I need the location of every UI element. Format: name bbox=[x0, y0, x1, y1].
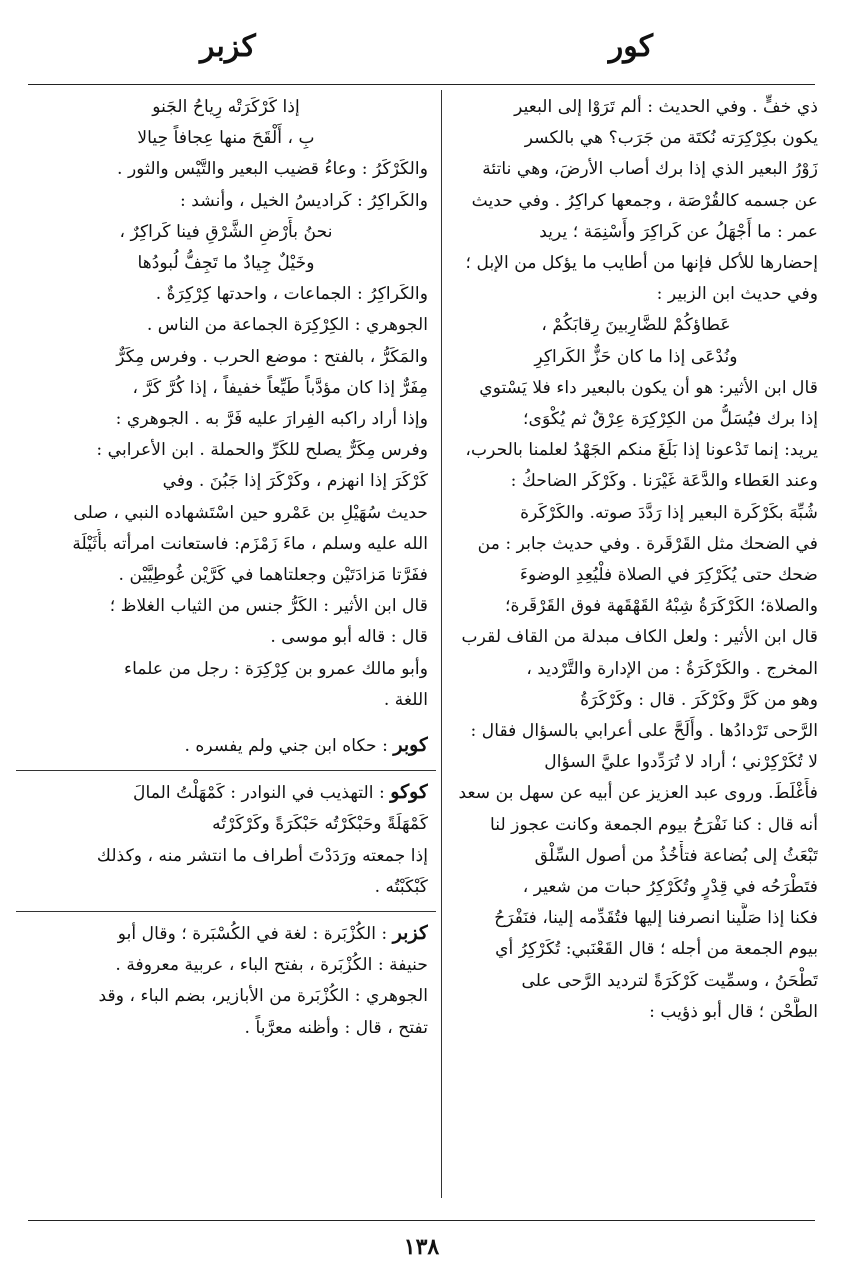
verse-line: عَطاؤكُمْ للضَّارِبينَ رِقابَكُمْ ، bbox=[541, 315, 731, 336]
text-line: والمَكَرُّ ، بالفتح : موضع الحرب . وفرس مِكَرٌّ bbox=[116, 346, 428, 367]
text-line: يكون بكِرْكِرَته نُكتَة من جَرَب؟ هي بالكسر bbox=[524, 128, 818, 149]
text-line: الجوهري : الكِرْكِرَة الجماعة من الناس . bbox=[146, 315, 428, 336]
text-line: وفرس مِكَرٌّ يصلح للكَرِّ والحملة . ابن الأعرابي : bbox=[96, 440, 428, 461]
text-line: كَرْكَرَ إذا انهزم ، وكَرْكَرَ إذا جَبُنَ . وفي bbox=[162, 471, 428, 492]
page-number: ١٣٨ bbox=[403, 1234, 440, 1260]
text-line: والصلاة؛ الكَرْكَرَةُ شِبْهُ القَهْقَهة فوق القَرْقَرة؛ bbox=[505, 596, 818, 617]
verse-line: بِ ، أَلْقَحَ منها عِجافاً حِيالا bbox=[137, 128, 315, 149]
text-line: الجوهري : الكُزْبَرة من الأبازير، بضم الباء ، وقد bbox=[98, 986, 428, 1007]
entry-kwkw bbox=[24, 777, 428, 809]
text-line: قال ابن الأثير : الكَرُّ جنس من الثياب الغلاظ ؛ bbox=[109, 596, 428, 617]
text-line: قال ابن الأثير : ولعل الكاف مبدلة من القاف لقرب bbox=[461, 627, 818, 648]
page-header bbox=[30, 18, 813, 78]
entry-kwbr bbox=[24, 730, 428, 762]
text-line: وهو من كَرَّ وكَرْكَرَ . قال : وكَرْكَرَةُ bbox=[580, 689, 818, 710]
verse-line: إذا كَرْكَرَتْه رِياحُ الجَنو bbox=[152, 97, 300, 117]
left-column bbox=[24, 92, 428, 1044]
text-line: إذا برك فيُسَلُّ من الكِرْكِرَة عِرْقٌ ثم يُكْوَى؛ bbox=[523, 409, 818, 430]
column-divider bbox=[441, 90, 442, 1198]
entry-headword: كوكو bbox=[390, 781, 428, 804]
entry-separator bbox=[16, 911, 436, 912]
text-line: في الضحك مثل القَرْقَرة . وفي حديث جابر : من bbox=[477, 533, 818, 554]
text-line: المخرج . والكَرْكَرَةُ : من الإدارة والتَّرْديد ، bbox=[526, 658, 818, 679]
entry-separator bbox=[16, 770, 436, 771]
text-line: حنيفة : الكُزْبَرة ، بفتح الباء ، عربية معروفة . bbox=[115, 955, 428, 976]
text-line: ذي خفٍّ . وفي الحديث : ألم تَرَوْا إلى البعير bbox=[514, 97, 818, 117]
text-line: كَمْهَلَةً وحَبْكَرْتُه حَبْكَرَةً وكَرْكَرْتُه bbox=[212, 814, 428, 835]
text-line: حديث سُهَيْلِ بن عَمْرو حين اسْتَشهاده النبي ، صلى bbox=[73, 502, 428, 523]
text-line: بيوم الجمعة من أجله ؛ قال القَعْنَبي: تُكَرْكِرُ أي bbox=[495, 939, 818, 960]
text-line: يريد: إنما تَدْعونا إذا بَلَغَ منكم الجَهْدُ لعلمنا بالحرب، bbox=[465, 440, 818, 461]
text-line: مِفَرٌّ إذا كان مؤدَّباً طَيِّعاً خفيفاً ، إذا كُرَّ كَرَّ ، bbox=[132, 377, 428, 398]
text-line: وأبو مالك عمرو بن كِرْكِرَة : رجل من علماء bbox=[123, 658, 428, 679]
entry-text: : الكُزْبَرة : لغة في الكُسْبَرة ؛ وقال أبو bbox=[117, 924, 393, 945]
entry-kzbr bbox=[24, 918, 428, 950]
text-line: والكَرْكَرُ : وعاءُ قضيب البعير والتَّيْس والثور . bbox=[117, 159, 428, 180]
text-line: والكَراكِرُ : كَراديسُ الخيل ، وأنشد : bbox=[180, 190, 428, 211]
text-line: تفتح ، قال : وأظنه معرَّباً . bbox=[244, 1017, 428, 1038]
text-line: ضحك حتى يُكَرْكِرَ في الصلاة فلْيُعِدِ الوضوءَ bbox=[519, 565, 818, 586]
entry-headword: كوبر bbox=[393, 734, 428, 757]
text-line: عن جسمه كالقُرْصَة ، وجمعها كراكِرُ . وفي حديث bbox=[471, 190, 818, 211]
text-line: الطَّحْن ؛ قال أبو ذؤيب : bbox=[649, 1001, 818, 1022]
entry-text: : حكاه ابن جني ولم يفسره . bbox=[184, 736, 394, 757]
text-line: أنه قال : كنا نَفْرَحُ بيوم الجمعة وكانت عجوز لنا bbox=[490, 814, 818, 835]
right-column bbox=[454, 92, 818, 1028]
entry-text: : التهذيب في النوادر : كَمْهَلْتُ المالَ bbox=[133, 783, 391, 804]
verse-line: وخَيْلٌ جِيادٌ ما تَجِفُّ لُبودُها bbox=[137, 253, 315, 274]
entry-gap bbox=[24, 716, 428, 730]
text-line: فأَغْلَطَ. وروى عبد العزيز عن أبيه عن سهل بن سعد bbox=[458, 783, 818, 804]
text-line: إحضارها للأكل فإنها من أطايب ما يؤكل من الإبل ؛ bbox=[465, 253, 818, 274]
text-line: اللغة . bbox=[383, 689, 428, 710]
text-line: والكَراكِرُ : الجماعات ، واحدتها كِرْكِرَةٌ . bbox=[155, 284, 428, 305]
text-line: لا تُكَرْكِرْني ؛ أراد لا تُرَدِّدوا عليَّ السؤال bbox=[544, 752, 818, 773]
text-line: تَبْعَثُ إلى بُضاعة فتأْخُذُ من أصول السِّلْق bbox=[534, 845, 818, 866]
text-line: تَطْحَنُ ، وسمِّيت كَرْكَرَةً لترديد الرَّحى على bbox=[521, 970, 818, 991]
verse-line: نحنُ بأَرْضِ الشَّرْقِ فينا كَراكِرٌ ، bbox=[119, 221, 333, 242]
header-rule bbox=[28, 84, 815, 85]
text-line: فتَطْرَحُه في قِدْرٍ وتُكَرْكِرُ حبات من شعير ، bbox=[522, 877, 818, 898]
headword-right: كور bbox=[608, 29, 653, 64]
text-line: ففَرَّتا مَزادَتَيْن وجعلتاهما في كَرَّيْن غُوطِيَّيْن . bbox=[118, 565, 428, 586]
text-line: وعند العَطاء والدَّعَة غَيْرَنا . وكَرْكَر الضاحكُ : bbox=[510, 471, 818, 492]
text-line: فكنا إذا صَلَّينا انصرفنا إليها فتُقَدِّمه إلينا، فنَفْرَحُ bbox=[494, 908, 818, 929]
text-line: وفي حديث ابن الزبير : bbox=[656, 284, 818, 305]
text-line: الرَّحى تَرْدادُها . وأَلَحَّ على أعرابي بالسؤال فقال : bbox=[470, 721, 818, 742]
text-line: قال : قاله أبو موسى . bbox=[270, 627, 428, 648]
text-line: زَوْرُ البعير الذي إذا برك أصاب الأرضَ، وهي ناتئة bbox=[482, 159, 818, 180]
text-line: قال ابن الأثير: هو أن يكون بالبعير داء فلا يَسْتوي bbox=[479, 377, 818, 398]
text-line: وإذا أراد راكبه الفِرارَ عليه فَرَّ به . الجوهري : bbox=[115, 409, 428, 430]
text-line: إذا جمعته ورَدَدْتَ أطراف ما انتشر منه ، وكذلك bbox=[96, 845, 428, 866]
text-line: الله عليه وسلم ، ماءَ زَمْزَم: فاستعانت امرأته بأُثَيْلَة bbox=[72, 533, 428, 554]
text-line: عمر : ما أَجْهَلُ عن كَراكِرَ وأَسْنِمَة ؛ يريد bbox=[539, 221, 818, 242]
text-line: كَبْكَبْتُه . bbox=[374, 876, 428, 897]
headword-left: كزبر bbox=[200, 29, 256, 64]
footer-rule bbox=[28, 1220, 815, 1221]
verse-line: ونُدْعَى إذا ما كان حَزٌّ الكَراكِرِ bbox=[534, 346, 738, 367]
entry-headword: كزبر bbox=[392, 922, 428, 945]
text-line: شُبِّهَ بكَرْكَرة البعير إذا رَدَّدَ صوته. والكَرْكَرة bbox=[520, 502, 818, 523]
